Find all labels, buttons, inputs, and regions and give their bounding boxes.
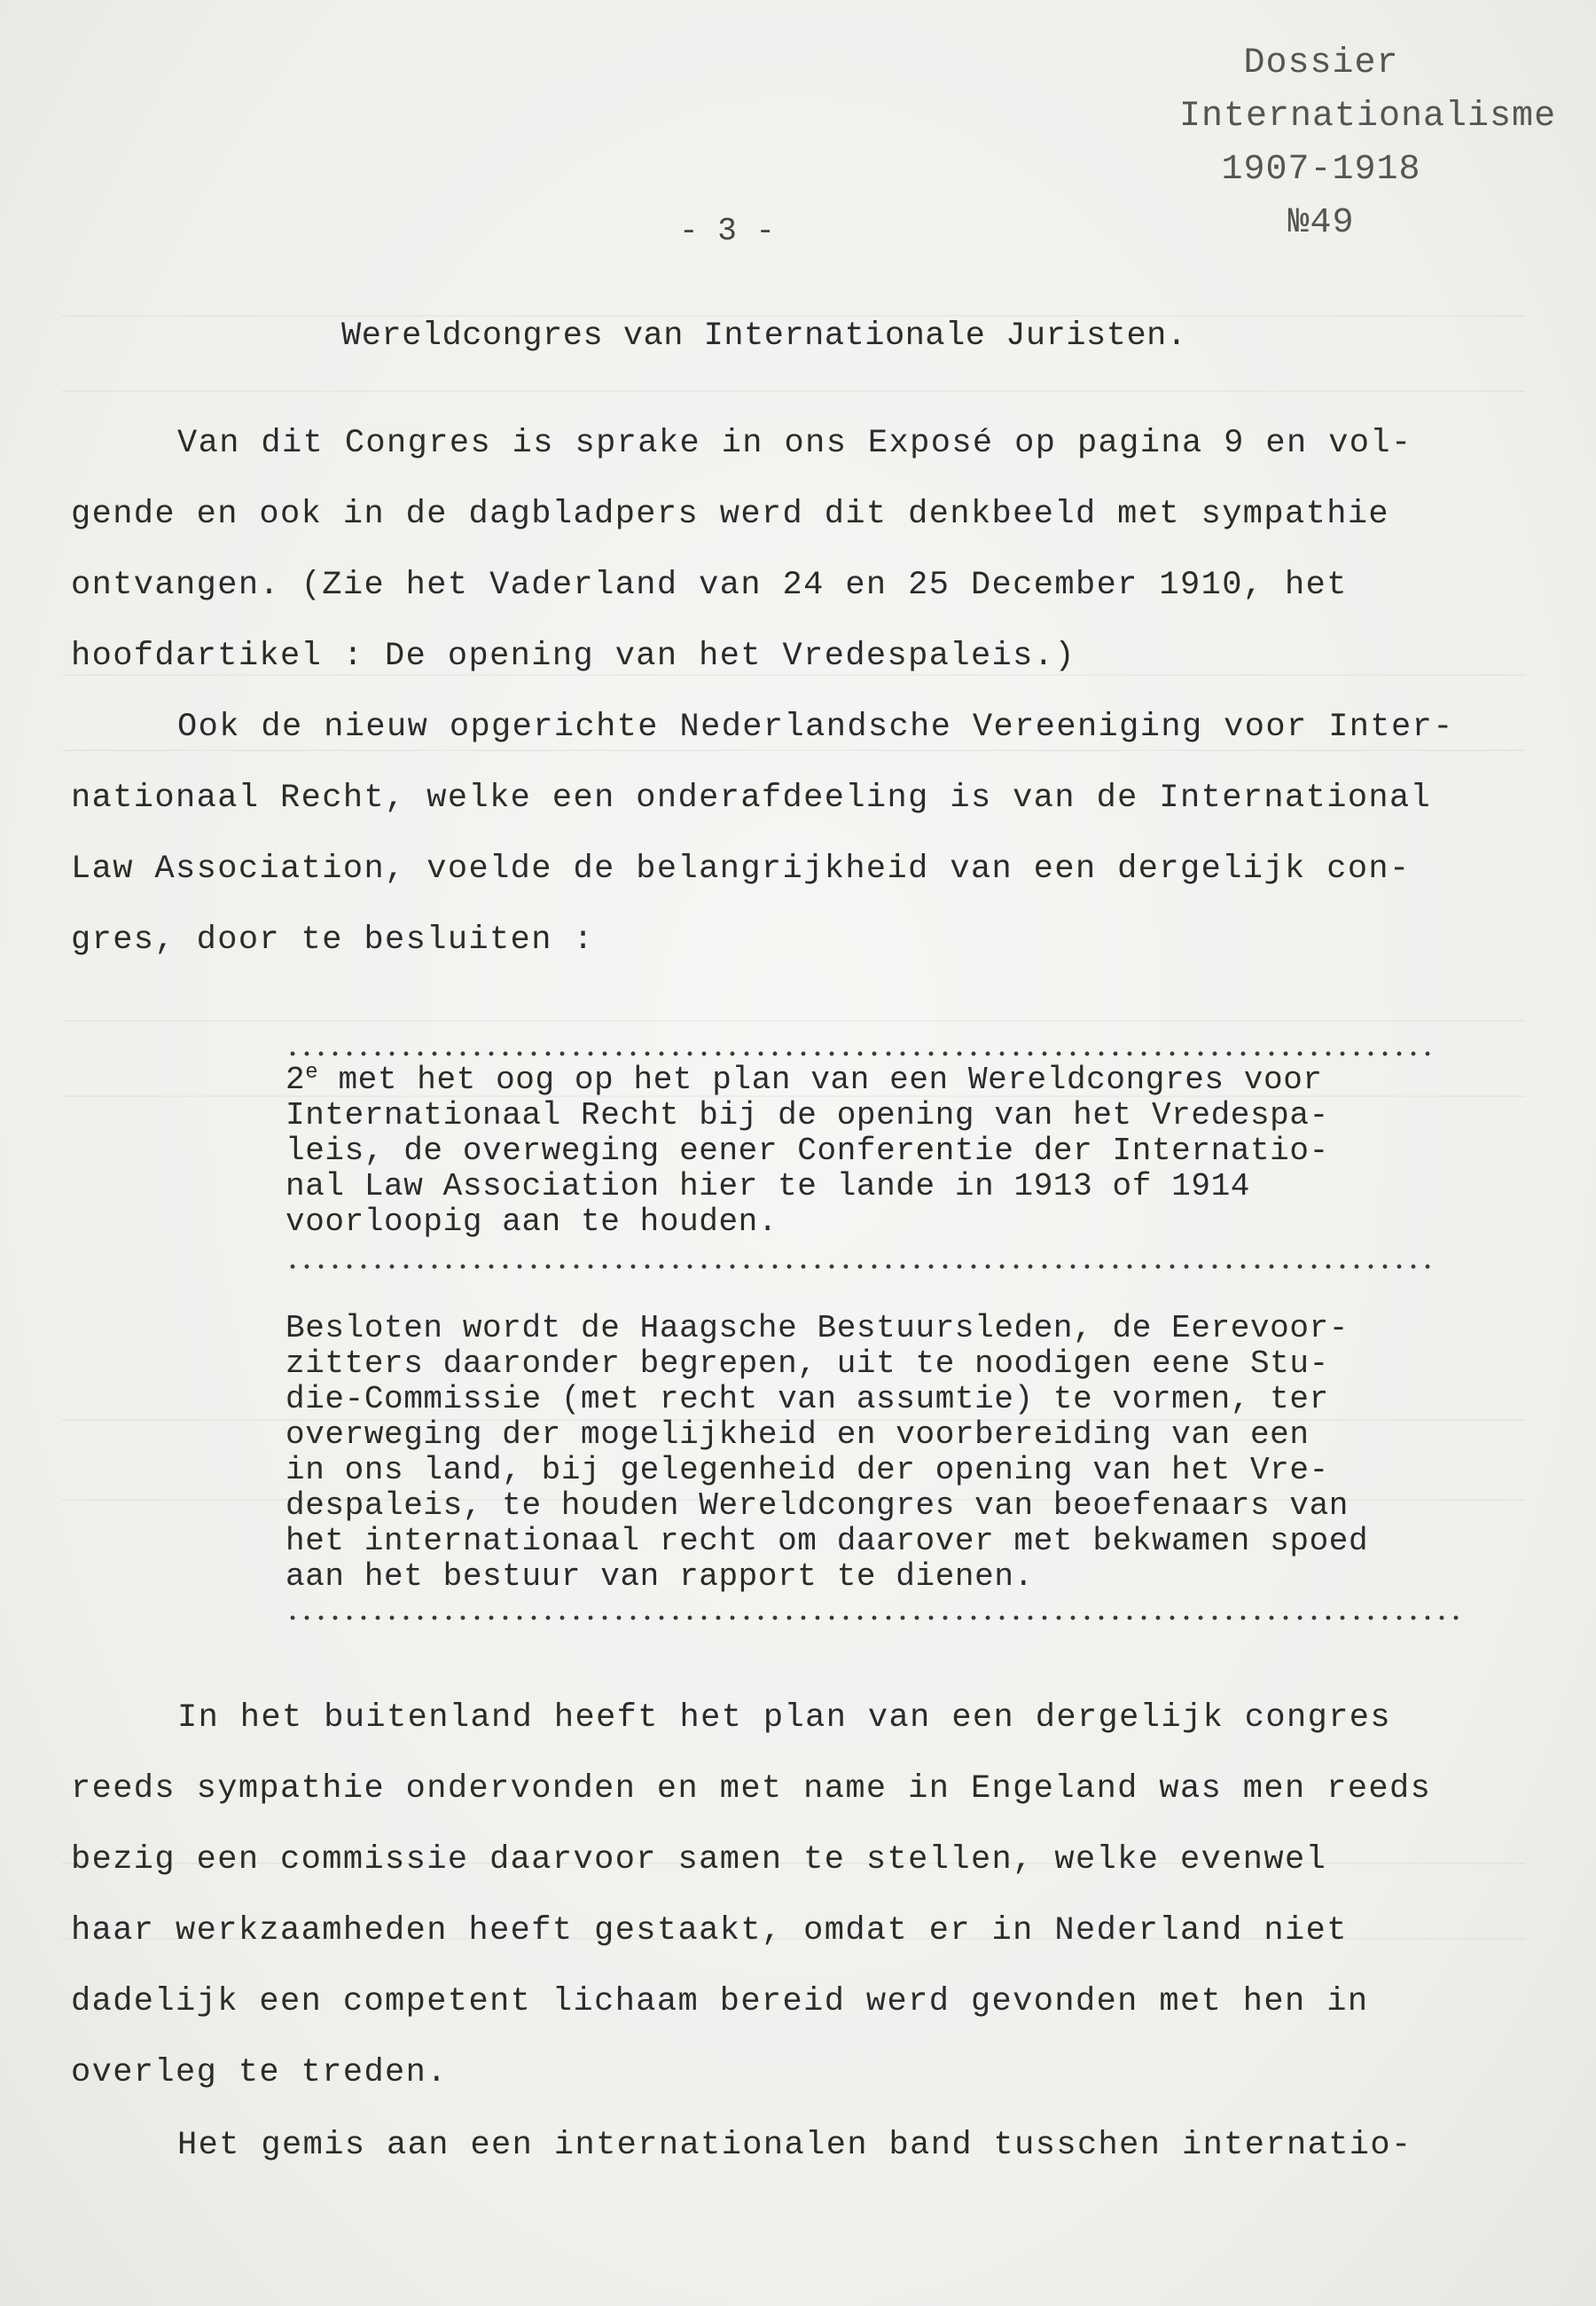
stamp-years: 1907-1918 [1221, 150, 1421, 190]
page-number: - 3 - [678, 213, 776, 249]
text-line: Van dit Congres is sprake in ons Exposé op pagina 9 en vol- [177, 425, 1412, 462]
stamp-dossier: Dossier [1243, 43, 1399, 83]
text-line: overweging der mogelijkheid en voorbereiding van een [286, 1416, 1310, 1453]
text-line: reeds sympathie ondervonden en met name in Engeland was men reeds [71, 1770, 1432, 1808]
quoted-resolution-2 [286, 1311, 1474, 1595]
text-line: gende en ook in de dagbladpers werd dit denkbeeld met sympathie [71, 496, 1390, 533]
paragraph-4 [71, 2110, 1490, 2181]
quoted-resolution-1 [286, 1063, 1474, 1240]
dotted-separator [286, 1048, 1438, 1059]
dotted-separator [286, 1261, 1438, 1272]
text-line: ontvangen. (Zie het Vaderland van 24 en 25 December 1910, het [71, 567, 1348, 604]
text-line: leis, de overweging eener Conferentie der Internatio- [286, 1133, 1329, 1169]
text-line: nal Law Association hier te lande in 1913 of 1914 [286, 1168, 1250, 1204]
text-line: aan het bestuur van rapport te dienen. [286, 1558, 1034, 1595]
text-line: voorloopig aan te houden. [286, 1204, 778, 1240]
text-line: dadelijk een competent lichaam bereid werd gevonden met hen in [71, 1983, 1369, 2020]
ordinal-suffix: e [305, 1061, 319, 1085]
text-line: Het gemis aan een internationalen band tusschen internatio- [177, 2127, 1412, 2164]
stamp-number: №49 [1287, 203, 1355, 243]
paragraph-3 [71, 1682, 1490, 2108]
stamp-collection: Internationalisme [1179, 97, 1557, 137]
text-line: haar werkzaamheden heeft gestaakt, omdat er in Nederland niet [71, 1912, 1348, 1949]
text-line: het internationaal recht om daarover met bekwamen spoed [286, 1523, 1369, 1559]
text-line: Besloten wordt de Haagsche Bestuursleden, de Eerevoor- [286, 1310, 1349, 1346]
ordinal-number: 2 [286, 1062, 306, 1098]
section-heading: Wereldcongres van Internationale Juristen. [341, 318, 1187, 355]
text-line: Internationaal Recht bij de opening van het Vredespa- [286, 1097, 1329, 1133]
text-line: hoofdartikel : De opening van het Vredespaleis.) [71, 638, 1076, 675]
text-line: overleg te treden. [71, 2054, 448, 2091]
text-line: Law Association, voelde de belangrijkheid van een dergelijk con- [71, 851, 1411, 888]
text-line: Ook de nieuw opgerichte Nederlandsche Vereeniging voor Inter- [177, 709, 1454, 746]
text-line: In het buitenland heeft het plan van een dergelijk congres [177, 1699, 1392, 1737]
text-line: despaleis, te houden Wereldcongres van beoefenaars van [286, 1487, 1349, 1524]
text-line [286, 1063, 1474, 1098]
text-line: die-Commissie (met recht van assumtie) te vormen, ter [286, 1381, 1329, 1417]
text-line: zitters daaronder begrepen, uit te noodigen eene Stu- [286, 1345, 1329, 1382]
text-line: bezig een commissie daarvoor samen te stellen, welke evenwel [71, 1841, 1327, 1879]
text-line: gres, door te besluiten : [71, 922, 595, 959]
paragraph-1 [71, 408, 1490, 692]
text-fragment: met het oog op het plan van een Wereldcongres voor [318, 1062, 1323, 1098]
archive-stamp [1179, 37, 1557, 250]
paragraph-2 [71, 692, 1490, 976]
text-line: nationaal Recht, welke een onderafdeeling is van de International [71, 780, 1432, 817]
dotted-separator [286, 1612, 1465, 1623]
text-line: in ons land, bij gelegenheid der opening van het Vre- [286, 1452, 1329, 1488]
